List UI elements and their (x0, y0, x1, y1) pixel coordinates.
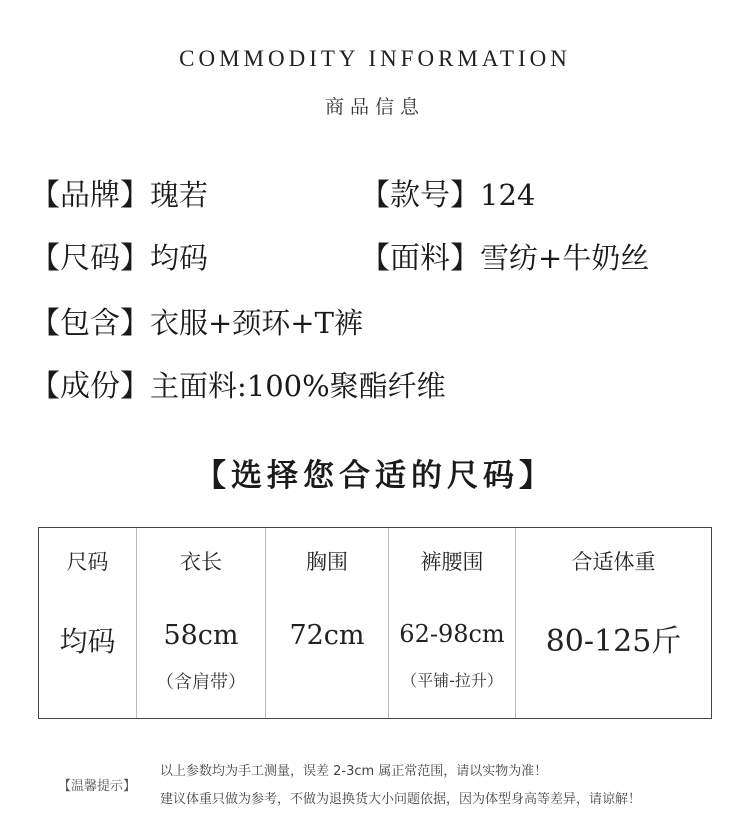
info-fabric (360, 238, 649, 279)
info-fabric-value: 雪纺+牛奶丝 (480, 241, 650, 275)
info-composition (30, 366, 446, 407)
size-section-title: 【选择您合适的尺码】 (195, 458, 555, 494)
info-includes (30, 303, 363, 344)
tips-line-2: 建议体重只做为参考，不做为退换货大小问题依据，因为体型身高等差异，请谅解！ (160, 792, 642, 807)
size-col-note: （含肩带） (156, 672, 246, 693)
info-brand-value: 瑰若 (150, 178, 209, 212)
size-col-waist (389, 528, 516, 718)
tips-label: 【温馨提示】 (58, 779, 137, 794)
size-col-note: （平铺-拉升） (401, 671, 503, 690)
info-composition-value: 主面料:100%聚酯纤维 (150, 369, 446, 403)
tips-line-1: 以上参数均为手工测量，误差 2-3cm 属正常范围，请以实物为准！ (160, 764, 548, 779)
size-col-length (137, 528, 266, 718)
size-col-header: 裤腰围 (420, 550, 484, 574)
size-table (38, 527, 712, 719)
size-col-size (39, 528, 137, 718)
header-title-en: COMMODITY INFORMATION (179, 46, 571, 71)
info-size-value: 均码 (150, 241, 209, 275)
info-brand (30, 175, 208, 216)
size-col-value: 均码 (59, 625, 116, 658)
info-size (30, 238, 208, 279)
size-col-header: 合适体重 (571, 550, 656, 574)
size-col-value: 72cm (289, 620, 365, 651)
size-col-value: 80-125斤 (545, 624, 682, 659)
info-composition-label: 【成份】 (30, 369, 150, 404)
size-col-header: 胸围 (306, 550, 348, 574)
info-fabric-label: 【面料】 (360, 241, 480, 276)
info-brand-label: 【品牌】 (30, 178, 150, 213)
size-col-header: 衣长 (180, 550, 222, 574)
info-includes-value: 衣服+颈环+T裤 (150, 306, 363, 340)
info-model (360, 175, 535, 216)
info-size-label: 【尺码】 (30, 241, 150, 276)
size-col-header: 尺码 (66, 550, 109, 574)
size-col-value: 58cm (163, 620, 239, 651)
info-includes-label: 【包含】 (30, 306, 150, 341)
size-col-weight (516, 528, 711, 718)
info-model-value: 124 (480, 178, 536, 212)
size-col-bust (266, 528, 389, 718)
info-model-label: 【款号】 (360, 178, 480, 213)
size-col-value: 62-98cm (399, 620, 505, 648)
header-title-cn: 商品信息 (324, 96, 425, 118)
